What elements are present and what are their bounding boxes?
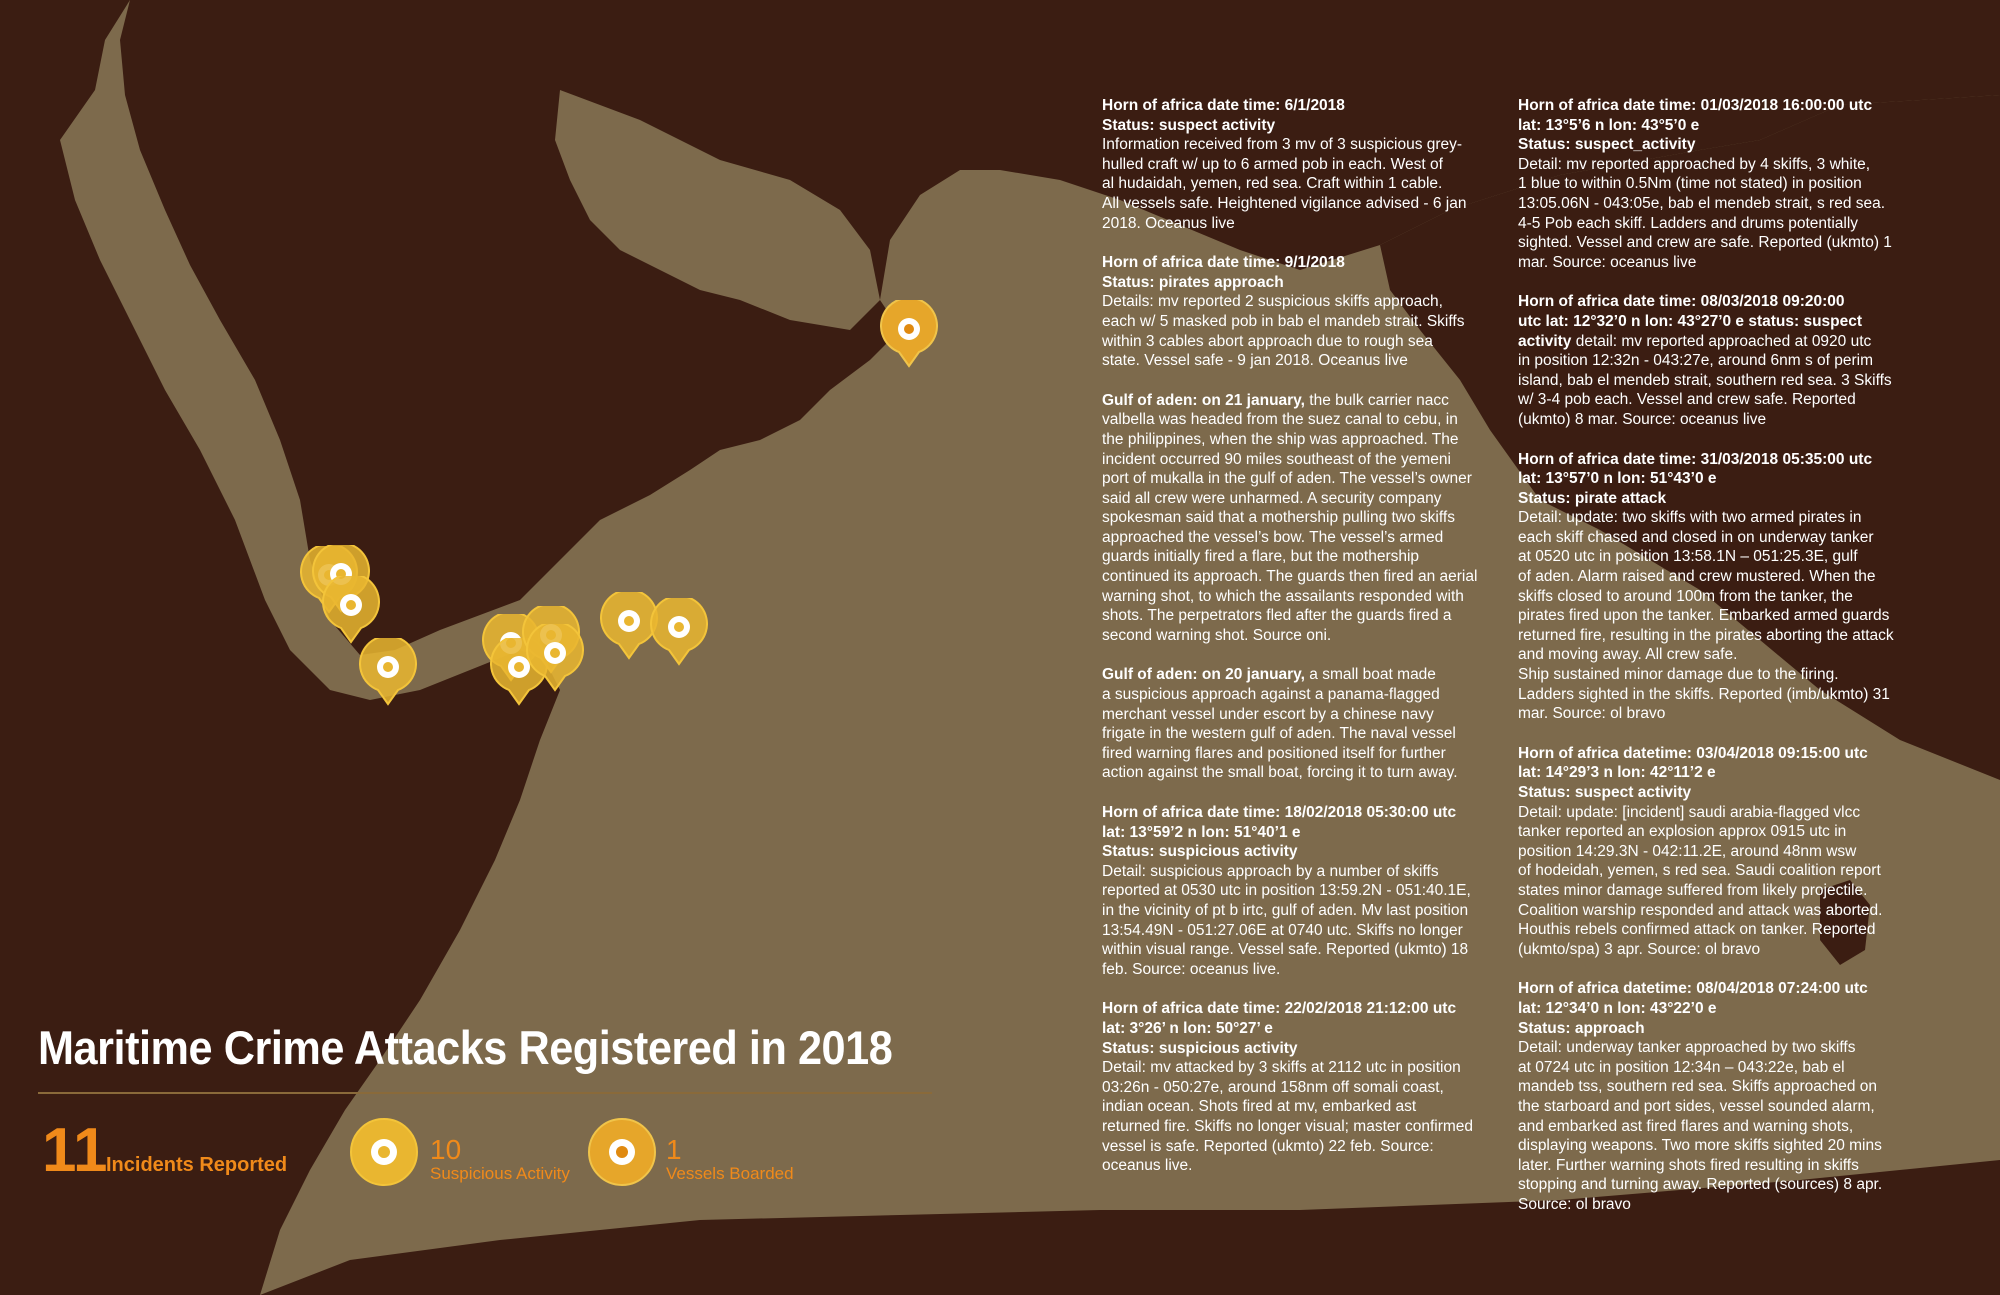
incidents-label: Incidents Reported [106,1154,288,1176]
report-body: detail: mv reported approached at 0920 utc in position 12:32n - 043:27e, around 6nm s of perim island, bab el mendeb strait, southern red sea. 3 Skiffs w/ 3-4 pob each. Vessel and crew safe. Reported (ukmto) 8 mar. Source: oceanus live [1518,332,1892,428]
incident-report [1518,979,1900,1214]
incident-pin[interactable] [650,598,708,668]
incident-report [1518,450,1900,724]
title-divider [38,1092,932,1094]
boarded-count: 1 [666,1134,682,1165]
report-heading: Horn of africa datetime: 08/04/2018 07:24:00 utc lat: 12°34’0 n lon: 43°22’0 e Status: approach [1518,980,1868,1037]
report-column-left [1102,96,1484,1196]
report-heading: Horn of africa date time: 18/02/2018 05:30:00 utc lat: 13°59’2 n lon: 51°40’1 e Status: suspicious activity [1102,804,1457,861]
report-body: the bulk carrier nacc valbella was headed from the suez canal to cebu, in the philippines, when the ship was approached. The incident occurred 90 miles southeast of the yemeni port of mukalla in the gulf of aden. The vessel’s owner said all crew were unharmed. A security company spokesman said that a mothership pulling two skiffs approached the vessel’s bow. The vessel’s armed guards initially fired a flare, but the mothership continued its approach. The guards then fired an aerial warning shot, to which the assailants responded with shots. The perpetrators fled after the guards fired a second warning shot. Source oni. [1102,391,1478,644]
incident-pin[interactable] [526,624,584,694]
stats-bar [38,1118,938,1198]
report-heading: Horn of africa date time: 31/03/2018 05:35:00 utc lat: 13°57’0 n lon: 51°43’0 e Status: pirate attack [1518,450,1873,507]
incident-pin[interactable] [359,638,417,708]
suspicious-activity-pin-icon [348,1116,420,1193]
incident-report [1102,803,1484,979]
report-body: Detail: update: two skiffs with two armed pirates in each skiff chased and closed in on underway tanker at 0520 utc in position 13:58.1N – 051:25.3E, gulf of aden. Alarm raised and crew mustered. When the skiffs closed to around 100m from the tanker, the pirates fired upon the tanker. Embarked armed guards returned fire, resulting in the pirates aborting the attack and moving away. All crew safe. Ship sustained minor damage due to the firing. Ladders sighted in the skiffs. Reported (imb/ukmto) 31 mar. Source: ol bravo [1518,509,1894,723]
suspicious-count: 10 [430,1134,462,1165]
report-body: Detail: update: [incident] saudi arabia-flagged vlcc tanker reported an explosion approx 0915 utc in position 14:29.3N - 042:11.2E, around 48nm wsw of hodeidah, yemen, s red sea. Saudi coalition report states minor damage suffered from likely projectile. Coalition warship responded and attack was aborted. Houthis rebels confirmed attack on tanker. Reported (ukmto/spa) 3 apr. Source: ol bravo [1518,803,1883,958]
boarded-label: Vessels Boarded [666,1164,794,1183]
report-body: Detail: mv reported approached by 4 skiffs, 3 white, 1 blue to within 0.5Nm (time not stated) in position 13:05.06N - 043:05e, bab el mendeb strait, s red sea. 4-5 Pob each skiff. Ladders and drums potentially sighted. Vessel and crew are safe. Reported (ukmto) 1 mar. Source: oceanus live [1518,155,1892,271]
report-heading: Horn of africa date time: 22/02/2018 21:12:00 utc lat: 3°26’ n lon: 50°27’ e Status: suspicious activity [1102,1000,1457,1057]
incident-report [1518,96,1900,272]
report-heading: Horn of africa date time: 08/03/2018 09:20:00 utc lat: 12°32’0 n lon: 43°27’0 e status: suspect activity [1518,293,1863,350]
report-body: Details: mv reported 2 suspicious skiffs approach, each w/ 5 masked pob in bab el mandeb strait. Skiffs within 3 cables abort approach due to rough sea state. Vessel safe - 9 jan 2018. Oceanus live [1102,293,1465,370]
incident-report [1102,253,1484,371]
report-heading: Gulf of aden: on 20 january, [1102,666,1305,684]
report-body: Detail: mv attacked by 3 skiffs at 2112 utc in position 03:26n - 050:27e, around 158nm off somali coast, indian ocean. Shots fired at mv, embarked ast returned fire. Skiffs no longer visual; master confirmed vessel is safe. Reported (ukmto) 22 feb. Source: oceanus live. [1102,1059,1474,1175]
report-body: Information received from 3 mv of 3 suspicious grey- hulled craft w/ up to 6 armed pob in each. West of al hudaidah, yemen, red sea. Craft within 1 cable. All vessels safe. Heightened vigilance advised - 6 jan 2018. Oceanus live [1102,136,1467,232]
incident-report [1102,391,1484,646]
page-title: Maritime Crime Attacks Registered in 2018 [38,1021,893,1074]
incidents-count: 11 [42,1116,108,1185]
incident-report [1518,292,1900,429]
incident-pin[interactable] [322,576,380,646]
incident-report [1518,744,1900,960]
report-heading: Gulf of aden: on 21 january, [1102,391,1305,409]
report-heading: Horn of africa date time: 9/1/2018 Status: pirates approach [1102,254,1345,291]
report-heading: Horn of africa date time: 6/1/2018 Status: suspect activity [1102,97,1345,134]
incident-report [1102,999,1484,1175]
report-heading: Horn of africa datetime: 03/04/2018 09:15:00 utc lat: 14°29’3 n lon: 42°11’2 e Status: suspect activity [1518,744,1868,801]
suspicious-label: Suspicious Activity [430,1164,570,1183]
vessel-boarded-pin-icon [586,1116,658,1193]
incident-report [1102,665,1484,783]
incident-pin[interactable] [880,300,938,370]
report-heading: Horn of africa date time: 01/03/2018 16:00:00 utc lat: 13°5’6 n lon: 43°5’0 e Status: suspect_activity [1518,97,1873,154]
report-body: Detail: suspicious approach by a number of skiffs reported at 0530 utc in position 13:59.2N - 051:40.1E, in the vicinity of pt b irtc, gulf of aden. Mv last position 13:54.49N - 051:27.06E at 0740 utc. Skiffs no longer within visual range. Vessel safe. Reported (ukmto) 18 feb. Source: oceanus live. [1102,862,1471,978]
report-body: Detail: underway tanker approached by two skiffs at 0724 utc in position 12:34n – 043:22e, bab el mandeb tss, southern red sea. Skiffs approached on the starboard and port sides, vessel sounded alarm, and embarked ast fired flares and warning shots, displaying weapons. Two more skiffs sighted 20 mins later. Further warning shots fired resulting in skiffs stopping and turning away. Reported (sources) 8 apr. Source: ol bravo [1518,1039,1883,1213]
report-body: a small boat made a suspicious approach against a panama-flagged merchant vessel under escort by a chinese navy frigate in the western gulf of aden. The naval vessel fired warning flares and positioned itself for further action against the small boat, forcing it to turn away. [1102,666,1458,782]
incident-report [1102,96,1484,233]
report-column-right [1518,96,1900,1234]
